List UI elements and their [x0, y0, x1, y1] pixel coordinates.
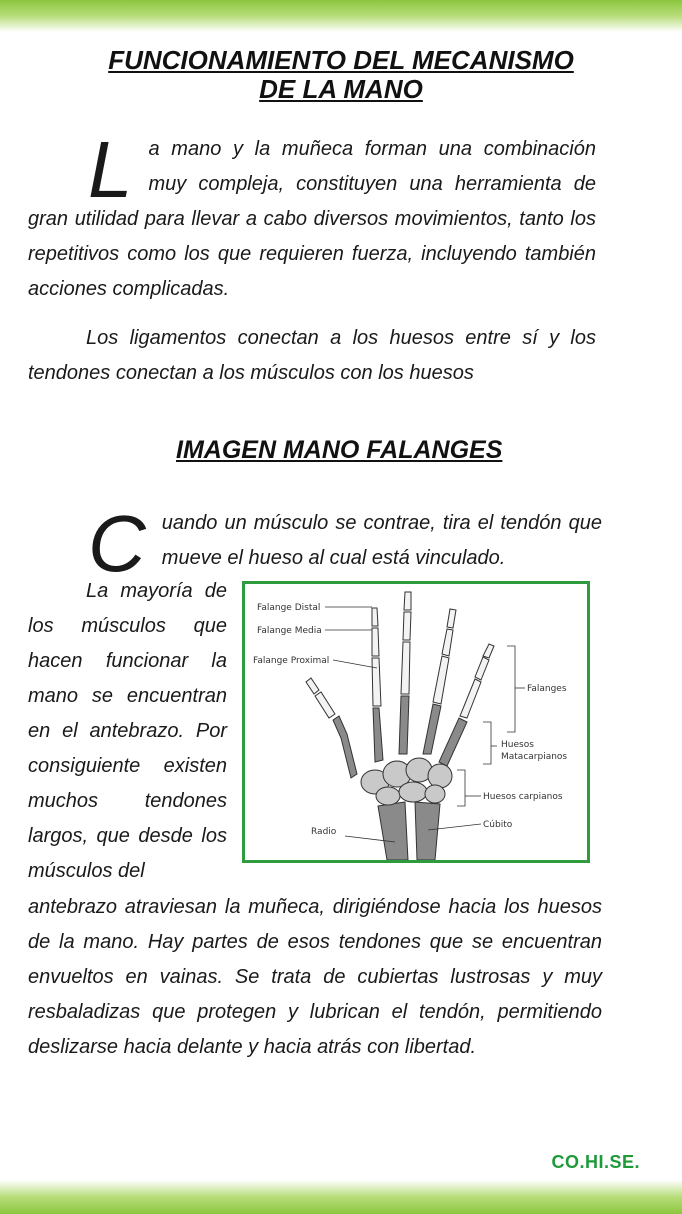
bottom-green-band	[0, 1180, 682, 1214]
carpal-bones	[361, 758, 452, 805]
hand-skeleton-diagram	[245, 584, 587, 860]
hand-bones-figure	[242, 581, 590, 863]
phalanges	[306, 592, 494, 718]
drop-cap-c: C	[88, 499, 146, 588]
drop-cap-l: L	[88, 125, 133, 214]
page-title-line2: DE LA MANO	[259, 74, 423, 104]
section-title: IMAGEN MANO FALANGES	[176, 436, 503, 464]
label-falanges: Falanges	[527, 684, 567, 694]
label-radio: Radio	[311, 827, 337, 837]
page-title-line1: FUNCIONAMIENTO DEL MECANISMO	[108, 45, 574, 75]
label-huesos-metacarpianos-1: Huesos	[501, 740, 534, 750]
cohise-logo: CO.HI.SE.	[551, 1152, 640, 1172]
section-paragraph-1	[28, 499, 602, 588]
top-green-band	[0, 0, 682, 32]
radio-bone	[378, 802, 408, 860]
intro-paragraph-1	[28, 125, 596, 307]
intro-paragraph-2: Los ligamentos conectan a los huesos entre sí y los tendones conectan a los músculos con los huesos	[28, 327, 596, 384]
section-paragraph-2-side: La mayoría de los músculos que hacen funcionar la mano se encuentran en el antebrazo. Por consiguiente existen muchos tendones largos, que desde los músculos del	[28, 580, 227, 882]
page-title	[0, 46, 682, 104]
label-falange-media: Falange Media	[257, 626, 322, 636]
section-text-1: uando un músculo se contrae, tira el tendón que mueve el hueso al cual está vinculado.	[161, 512, 602, 569]
label-huesos-carpianos: Huesos carpianos	[483, 792, 563, 802]
section-paragraph-2-rest: antebrazo atraviesan la muñeca, dirigiéndose hacia los huesos de la mano. Hay partes de esos tendones que se encuentran envueltos en vainas. Se trata de cubiertas lustrosas y muy resbaladizas que protegen y lubrican el tendón, permitiendo deslizarse hacia delante y hacia atrás con libertad.	[28, 896, 602, 1058]
intro-text-1: a mano y la muñeca forman una combinación muy compleja, constituyen una herramienta de gran utilidad para llevar a cabo diversos movimientos, tanto los repetitivos como los que requieren fuerza, incluyendo también acciones complicadas.	[28, 138, 596, 300]
label-huesos-metacarpianos-2: Matacarpianos	[501, 752, 568, 762]
label-falange-proximal: Falange Proximal	[253, 656, 330, 666]
label-falange-distal: Falange Distal	[257, 603, 321, 613]
label-cubito: Cúbito	[483, 820, 513, 830]
cubito-bone	[415, 802, 440, 860]
